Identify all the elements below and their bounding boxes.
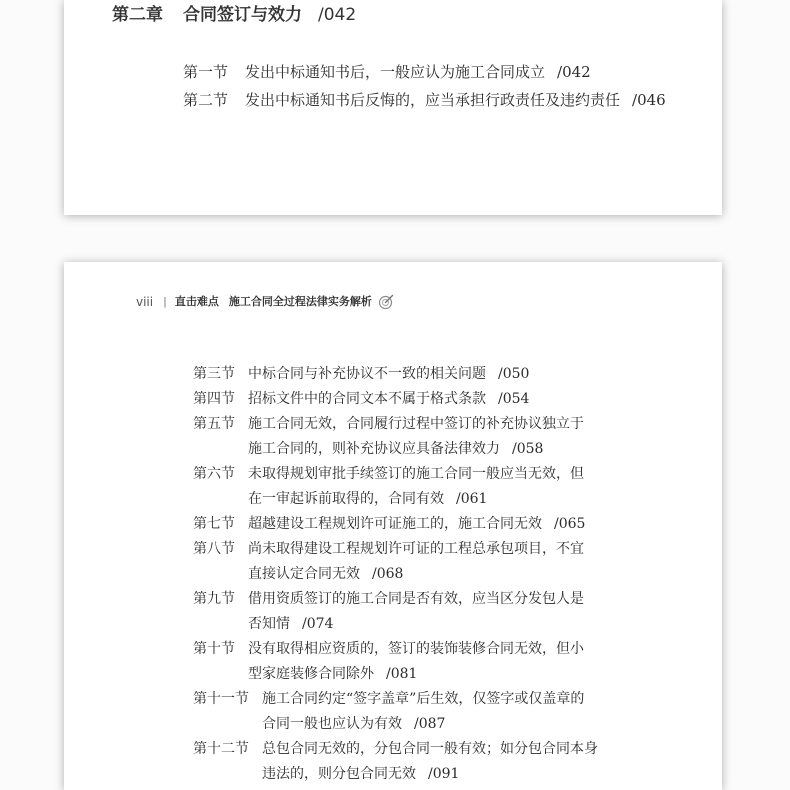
chapter-label: 第二章 xyxy=(112,5,163,25)
toc-entry xyxy=(193,537,598,587)
section-line xyxy=(245,58,591,86)
section-line xyxy=(262,762,598,787)
section-line xyxy=(245,86,666,114)
section-text: 合同一般也应认为有效 xyxy=(262,716,402,732)
section-page-number: /091 xyxy=(428,766,460,782)
section-text: 中标合同与补充协议不一致的相关问题 xyxy=(248,366,486,382)
series-name: 直击难点 xyxy=(174,295,219,308)
section-page-number: /061 xyxy=(456,491,488,507)
pen-circle-icon xyxy=(378,294,394,310)
section-line xyxy=(248,437,584,462)
section-line xyxy=(248,612,584,637)
section-text: 发出中标通知书后反悔的，应当承担行政责任及违约责任 xyxy=(245,91,621,109)
section-title xyxy=(248,362,529,387)
section-page-number: /081 xyxy=(386,666,418,682)
section-line: 施工合同无效，合同履行过程中签订的补充协议独立于 xyxy=(248,416,584,432)
section-list xyxy=(183,58,666,114)
section-page-number: /068 xyxy=(372,566,404,582)
section-line: 总包合同无效的，分包合同一般有效；如分包合同本身 xyxy=(262,741,598,757)
section-text: 超越建设工程规划许可证施工的，施工合同无效 xyxy=(248,516,542,532)
section-label: 第四节 xyxy=(193,391,235,407)
toc-entry xyxy=(193,462,598,512)
chapter-heading xyxy=(112,3,356,27)
chapter-page-number: /042 xyxy=(318,5,357,25)
book-title: 施工合同全过程法律实务解析 xyxy=(228,295,372,308)
section-label: 第六节 xyxy=(193,466,235,482)
section-label: 第五节 xyxy=(193,416,235,432)
section-text: 直接认定合同无效 xyxy=(248,566,360,582)
toc-entry xyxy=(183,86,666,114)
section-title xyxy=(248,587,584,637)
running-header xyxy=(136,294,394,310)
section-list xyxy=(193,362,598,787)
toc-entry xyxy=(183,58,666,86)
section-text: 在一审起诉前取得的，合同有效 xyxy=(248,491,444,507)
toc-entry xyxy=(193,387,598,412)
chapter-title: 合同签订与效力 xyxy=(183,5,302,25)
section-label: 第二节 xyxy=(183,91,229,109)
section-text: 发出中标通知书后，一般应认为施工合同成立 xyxy=(245,63,546,81)
section-label: 第十一节 xyxy=(193,691,249,707)
section-line: 没有取得相应资质的，签订的装饰装修合同无效，但小 xyxy=(248,641,584,657)
section-page-number: /065 xyxy=(554,516,586,532)
section-title xyxy=(248,462,584,512)
section-page-number: /058 xyxy=(512,441,544,457)
section-page-number: /050 xyxy=(498,366,530,382)
section-title xyxy=(248,412,584,462)
section-line xyxy=(248,512,585,537)
toc-entry xyxy=(193,412,598,462)
section-page-number: /054 xyxy=(498,391,530,407)
section-title xyxy=(262,687,584,737)
toc-page-top xyxy=(64,0,722,215)
section-page-number: /042 xyxy=(557,63,591,81)
section-title xyxy=(245,86,666,114)
toc-entry xyxy=(193,512,598,537)
section-label: 第三节 xyxy=(193,366,235,382)
toc-entry xyxy=(193,587,598,637)
toc-entry xyxy=(193,637,598,687)
section-line xyxy=(248,487,584,512)
section-line: 借用资质签订的施工合同是否有效，应当区分发包人是 xyxy=(248,591,584,607)
section-page-number: /074 xyxy=(302,616,334,632)
section-line: 未取得规划审批手续签订的施工合同一般应当无效，但 xyxy=(248,466,584,482)
section-line xyxy=(262,712,584,737)
section-line xyxy=(248,562,584,587)
section-text: 违法的，则分包合同无效 xyxy=(262,766,416,782)
section-title xyxy=(262,737,598,787)
section-label: 第一节 xyxy=(183,63,229,81)
section-line xyxy=(248,662,584,687)
section-line: 尚未取得建设工程规划许可证的工程总承包项目，不宜 xyxy=(248,541,584,557)
section-title xyxy=(248,512,585,537)
section-line: 施工合同约定“签字盖章”后生效，仅签字或仅盖章的 xyxy=(262,691,585,707)
section-label: 第十二节 xyxy=(193,741,249,757)
section-page-number: /087 xyxy=(414,716,446,732)
page-folio: viii xyxy=(136,295,154,309)
header-separator: | xyxy=(163,295,167,308)
section-title xyxy=(248,537,584,587)
section-text: 招标文件中的合同文本不属于格式条款 xyxy=(248,391,486,407)
section-label: 第十节 xyxy=(193,641,235,657)
toc-entry xyxy=(193,362,598,387)
section-label: 第七节 xyxy=(193,516,235,532)
section-title xyxy=(248,387,529,412)
toc-entry xyxy=(193,687,598,737)
section-text: 否知情 xyxy=(248,616,290,632)
section-text: 施工合同的，则补充协议应具备法律效力 xyxy=(248,441,500,457)
toc-entry xyxy=(193,737,598,787)
section-page-number: /046 xyxy=(632,91,666,109)
section-title xyxy=(248,637,584,687)
section-line xyxy=(248,362,529,387)
section-label: 第九节 xyxy=(193,591,235,607)
section-title xyxy=(245,58,591,86)
section-line xyxy=(248,387,529,412)
toc-page-bottom xyxy=(64,262,722,790)
section-text: 型家庭装修合同除外 xyxy=(248,666,374,682)
section-label: 第八节 xyxy=(193,541,235,557)
